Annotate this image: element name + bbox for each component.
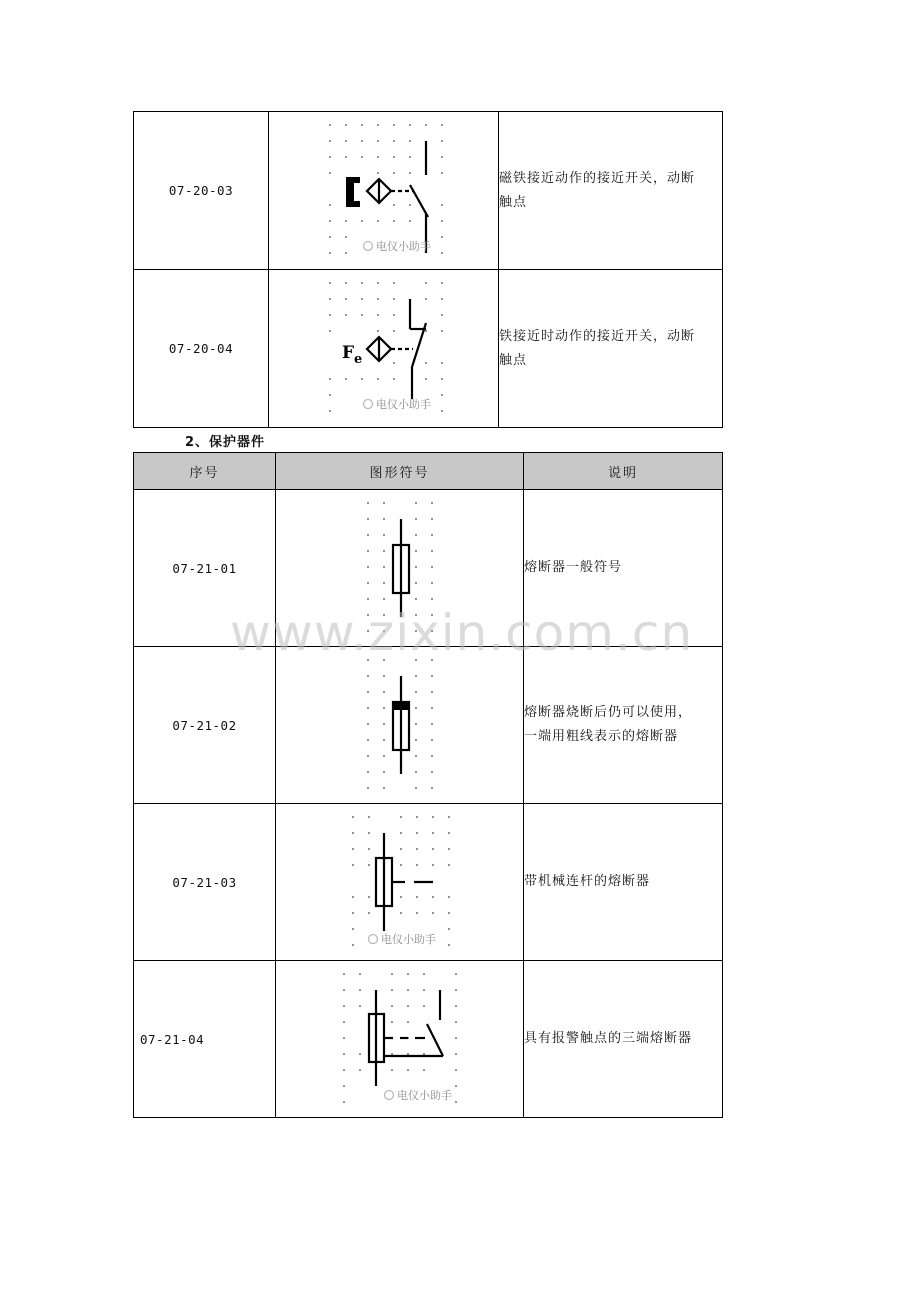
symbol-cell bbox=[276, 804, 524, 961]
description-line: 铁接近时动作的接近开关，动断 bbox=[499, 328, 696, 344]
magnet-icon bbox=[346, 177, 360, 207]
description-line: 熔断器烧断后仍可以使用， bbox=[524, 705, 693, 720]
proximity-switch-iron-nc-symbol bbox=[270, 271, 498, 427]
symbol-table-continued bbox=[133, 111, 723, 428]
page-watermark: www.zixin.com.cn bbox=[230, 604, 694, 662]
description-line: 具有报警触点的三端熔断器 bbox=[524, 1031, 693, 1046]
symbol-code: 07-20-04 bbox=[134, 270, 269, 428]
symbol-code: 07-21-04 bbox=[134, 961, 276, 1118]
table-row bbox=[134, 270, 723, 428]
iron-label: F bbox=[341, 342, 354, 363]
fuse-general-symbol bbox=[277, 491, 523, 646]
description-line: 带机械连杆的熔断器 bbox=[524, 874, 651, 889]
table-row bbox=[134, 961, 723, 1118]
symbol-cell bbox=[269, 112, 499, 270]
watermark-text: 电仪小助手 bbox=[375, 239, 431, 253]
description-line: 熔断器一般符号 bbox=[524, 560, 623, 575]
description-line: 一端用粗线表示的熔断器 bbox=[524, 729, 679, 744]
description-line: 触点 bbox=[499, 194, 528, 210]
fuse-blown-end-symbol bbox=[277, 648, 523, 803]
symbol-cell bbox=[276, 490, 524, 647]
watermark-text: 电仪小助手 bbox=[396, 1088, 452, 1102]
table-row bbox=[134, 804, 723, 961]
symbol-code: 07-20-03 bbox=[134, 112, 269, 270]
symbol-code: 07-21-01 bbox=[134, 490, 276, 647]
column-header: 序号 bbox=[134, 453, 276, 490]
column-header: 说明 bbox=[524, 453, 723, 490]
symbol-description bbox=[499, 270, 723, 428]
proximity-switch-magnet-nc-symbol bbox=[270, 113, 498, 269]
section-title: 2、保护器件 bbox=[185, 435, 266, 450]
description-line: 触点 bbox=[499, 352, 528, 368]
protection-devices-table bbox=[133, 452, 723, 1118]
column-header: 图形符号 bbox=[276, 453, 524, 490]
table-row bbox=[134, 490, 723, 647]
table-row bbox=[134, 112, 723, 270]
symbol-description bbox=[524, 961, 723, 1118]
table-row bbox=[134, 647, 723, 804]
watermark-text: 电仪小助手 bbox=[380, 932, 436, 946]
symbol-description bbox=[524, 804, 723, 961]
symbol-cell bbox=[276, 961, 524, 1118]
symbol-description bbox=[499, 112, 723, 270]
fuse-three-terminal-alarm-symbol bbox=[277, 962, 523, 1117]
symbol-code: 07-21-03 bbox=[134, 804, 276, 961]
table-header-row bbox=[134, 453, 723, 490]
watermark-text: 电仪小助手 bbox=[375, 397, 431, 411]
symbol-description bbox=[524, 647, 723, 804]
description-line: 磁铁接近动作的接近开关，动断 bbox=[499, 170, 696, 186]
symbol-description bbox=[524, 490, 723, 647]
symbol-cell bbox=[276, 647, 524, 804]
symbol-code: 07-21-02 bbox=[134, 647, 276, 804]
iron-label-subscript: e bbox=[353, 351, 362, 367]
fuse-mechanical-link-symbol bbox=[277, 805, 523, 960]
symbol-cell bbox=[269, 270, 499, 428]
